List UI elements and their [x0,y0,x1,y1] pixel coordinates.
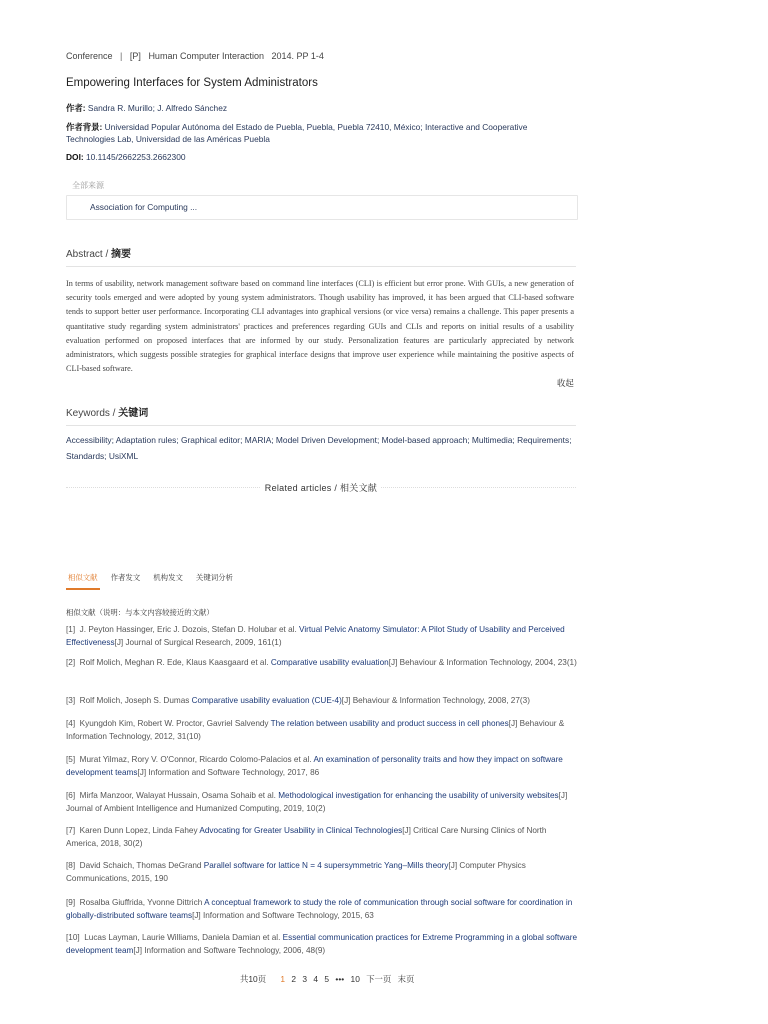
reference-journal: [J] Behaviour & Information Technology, 2008, 27(3) [341,696,530,705]
reference-item [66,825,578,851]
collapse-button[interactable]: 收起 [557,378,574,388]
doi-value[interactable]: 10.1145/2662253.2662300 [83,152,186,162]
reference-number: [9] [66,898,76,907]
page-4[interactable]: 4 [313,974,319,984]
page-2[interactable]: 2 [291,974,297,984]
page-1[interactable]: 1 [280,974,286,984]
source-label: 全部来源 [72,181,104,190]
reference-journal: [J] Information and Software Technology, 2017, 86 [137,767,320,777]
reference-authors: Mirfa Manzoor, Walayat Hussain, Osama Sohaib et al. [79,791,276,800]
reference-item [66,897,578,923]
reference-journal: [J] Computer Physics Communications, 2015, 190 [66,861,526,883]
source-item[interactable]: Association for Computing ... [90,202,198,212]
reference-item [66,860,578,886]
reference-journal: [J] Information and Software Technology, 2006, 48(9) [133,945,326,955]
reference-item [66,624,578,650]
doi-label: DOI: [66,152,84,162]
page-ellipsis: ••• [335,974,345,984]
related-tabs [66,572,242,590]
page-3[interactable]: 3 [302,974,308,984]
reference-item [66,754,578,780]
reference-authors: Lucas Layman, Laurie Williams, Daniela Damian et al. [84,933,281,942]
reference-title-link[interactable]: Comparative usability evaluation [270,658,389,667]
reference-number: [2] [66,658,76,667]
keywords-heading-en: Keywords / [66,408,119,419]
keywords-list[interactable]: Accessibility; Adaptation rules; Graphical editor; MARIA; Model Driven Development; Model-based approach; Multimedia; Requirements; Standards; UsiXML [66,435,572,461]
reference-title-link[interactable]: Essential communication practices for Extreme Programming in a global software development team [66,933,578,955]
reference-number: [8] [66,861,76,870]
meta-separator: | [120,51,123,61]
last-page-button[interactable]: 末页 [397,974,415,984]
reference-journal: [J] Information and Software Technology, 2015, 63 [192,910,374,920]
affiliation-row [66,121,578,145]
reference-title-link[interactable]: Comparative usability evaluation (CUE-4) [191,696,342,705]
abstract-heading-en: Abstract / [66,249,112,260]
reference-journal: [J] Critical Care Nursing Clinics of North America, 2018, 30(2) [66,826,547,848]
authors-row [66,102,578,114]
reference-title-link[interactable]: Parallel software for lattice N = 4 supersymmetric Yang–Mills theory [203,861,449,870]
reference-title-link[interactable]: A conceptual framework to study the role of communication through social software for coordination in globally-distributed software teams [66,898,573,920]
related-title-text: Related articles / 相关文献 [261,483,381,493]
year-pages: 2014. PP 1-4 [271,51,324,61]
reference-number: [6] [66,791,76,800]
reference-number: [3] [66,696,76,705]
reference-authors: Karen Dunn Lopez, Linda Fahey [79,826,198,835]
reference-journal: [J] Journal of Surgical Research, 2009, 161(1) [114,637,282,647]
keywords-heading-cn: 关键词 [118,408,149,419]
reference-number: [1] [66,625,76,634]
authors-value[interactable]: Sandra R. Murillo; J. Alfredo Sánchez [85,103,228,113]
reference-item [66,695,578,708]
tab-keyword-analysis[interactable]: 关键词分析 [195,573,233,582]
reference-item [66,932,578,958]
next-page-button[interactable]: 下一页 [366,974,392,984]
reference-journal: [J] Behaviour & Information Technology, 2012, 31(10) [66,719,565,741]
related-title [0,481,642,494]
reference-journal: [J] Behaviour & Information Technology, 2004, 23(1) [388,658,577,667]
pub-tag: [P] [129,51,141,61]
authors-label: 作者: [66,103,86,113]
affiliation-value: Universidad Popular Autónoma del Estado de Puebla, Puebla, Puebla 72410, México; Interactive and Cooperative Technologies Lab, Universidad de las Américas Puebla [66,122,528,144]
reference-authors: Kyungdoh Kim, Robert W. Proctor, Gavriel Salvendy [79,719,269,728]
abstract-text: In terms of usability, network management software based on command line interfaces (CLI) is efficient but error prone. With GUIs, a new generation of security tools emerged and were adopted by young system administrators. Though usability has improved, it has been argued that CLI-based software tends to support better user performance. Incorporating CLI advantages into graphical versions (or vice versa) remains a challenge. This paper presents a quantitative study regarding system administrators' practices and preferences regarding GUIs and CLIs and reports on initial results of a usability evaluation performed on proposed interfaces that are informed by our study. Personalization features are particularly appreciated by network administrators, which suggests possible strategies for graphical interface designs that improve user experience while maintaining the positive aspects of CLI-based software. [66,279,574,374]
pub-type[interactable]: Conference [66,51,113,61]
venue-link[interactable]: Human Computer Interaction [148,51,264,61]
abstract-heading [66,245,576,267]
reference-title-link[interactable]: The relation between usability and product success in cell phones [270,719,509,728]
reference-title-link[interactable]: Virtual Pelvic Anatomy Simulator: A Pilot Study of Usability and Perceived Effectiveness [66,625,565,647]
reference-number: [7] [66,826,76,835]
doi-row [66,151,578,163]
page-5[interactable]: 5 [324,974,330,984]
reference-title-link[interactable]: Methodological investigation for enhancing the usability of university websites [278,791,559,800]
similar-note: 相似文献（说明：与本文内容较接近的文献） [66,608,214,617]
tab-author[interactable]: 作者发文 [110,573,141,582]
meta-line [66,51,324,61]
reference-title-link[interactable]: Advocating for Greater Usability in Clinical Technologies [199,826,403,835]
reference-authors: Murat Yilmaz, Rory V. O'Connor, Ricardo Colomo-Palacios et al. [79,755,312,764]
reference-item [66,790,578,816]
reference-authors: Rolf Molich, Joseph S. Dumas [79,696,190,705]
reference-authors: Rosalba Giuffrida, Yvonne Dittrich [79,898,203,907]
source-box [66,195,578,220]
abstract-heading-cn: 摘要 [111,249,132,260]
pagination [240,973,418,985]
keywords-heading [66,404,576,426]
reference-journal: [J] Journal of Ambient Intelligence and Humanized Computing, 2019, 10(2) [66,791,568,813]
page-10[interactable]: 10 [350,974,360,984]
page-title: Empowering Interfaces for System Administrators [66,77,318,89]
reference-authors: Rolf Molich, Meghan R. Ede, Klaus Kaasgaard et al. [79,658,269,667]
reference-number: [5] [66,755,76,764]
reference-number: [10] [66,933,80,942]
reference-title-link[interactable]: An examination of personality traits and how they impact on software development teams [66,755,563,777]
reference-item [66,718,578,744]
reference-number: [4] [66,719,76,728]
reference-item [66,657,578,670]
reference-authors: David Schaich, Thomas DeGrand [79,861,202,870]
tab-institution[interactable]: 机构发文 [153,573,183,582]
page-total: 共10页 [240,974,267,984]
affiliation-label: 作者背景: [66,122,103,132]
reference-authors: J. Peyton Hassinger, Eric J. Dozois, Stefan D. Holubar et al. [79,625,297,634]
tab-similar[interactable]: 相似文献 [66,572,100,590]
